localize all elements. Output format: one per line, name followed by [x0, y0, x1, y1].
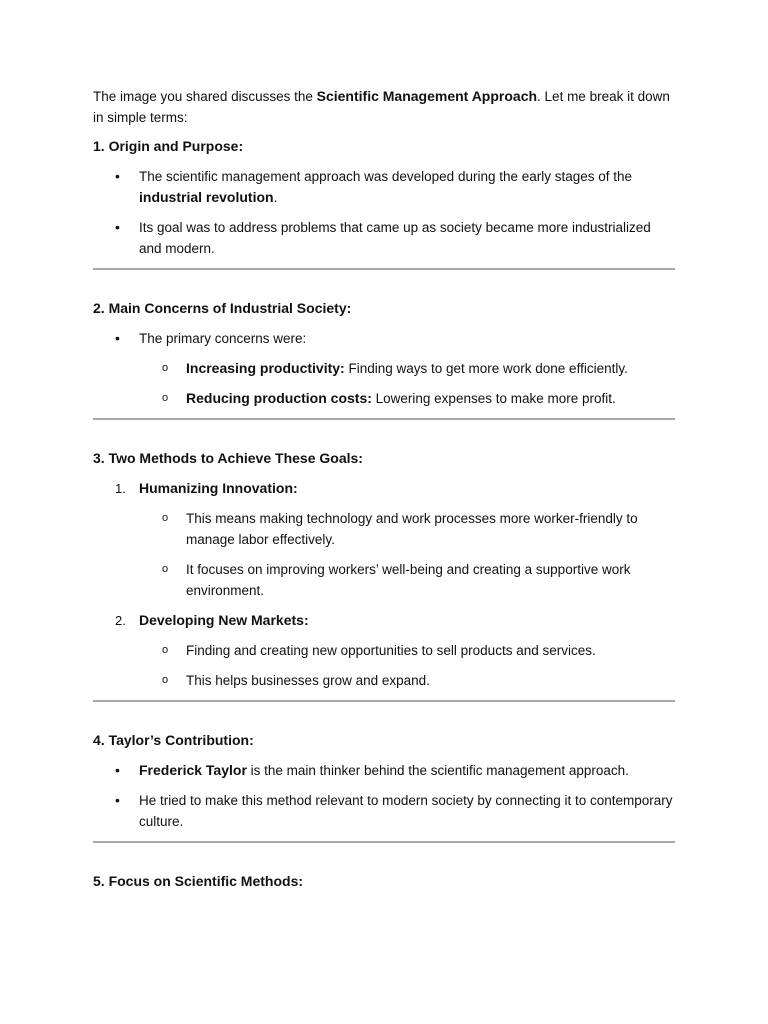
sub-bullet-marker: o — [162, 674, 169, 686]
section-3-heading: 3. Two Methods to Achieve These Goals: — [93, 450, 363, 466]
number-marker: 1. — [115, 481, 126, 496]
bullet-marker: • — [115, 762, 120, 778]
section-1-heading: 1. Origin and Purpose: — [93, 138, 244, 154]
section-4-heading: 4. Taylor’s Contribution: — [93, 732, 254, 748]
sub-list-item: o This helps businesses grow and expand. — [93, 670, 675, 691]
list-item: • The scientific management approach was developed during the early stages of the industrial revolution. — [115, 168, 633, 205]
frederick-taylor-name: Frederick Taylor — [139, 762, 247, 778]
sub-bullet-marker: o — [162, 644, 169, 656]
sub-list-item: o Finding and creating new opportunities to sell products and services. — [93, 640, 675, 661]
industrial-revolution-term: industrial revolution — [139, 189, 274, 205]
bullet-marker: • — [115, 792, 120, 808]
bullet-marker: • — [115, 219, 120, 235]
sub-bullet-marker: o — [162, 563, 169, 575]
sub-bullet-marker: o — [162, 512, 169, 524]
horizontal-rule — [93, 700, 675, 702]
section-5-heading: 5. Focus on Scientific Methods: — [93, 873, 304, 889]
list-item: • Its goal was to address problems that came up as society became more industrialized and modern. — [115, 219, 651, 256]
sub-bullet-marker: o — [162, 362, 169, 374]
horizontal-rule — [93, 418, 675, 420]
number-marker: 2. — [115, 613, 126, 628]
intro-topic: Scientific Management Approach — [316, 88, 538, 104]
list-item: • Frederick Taylor is the main thinker behind the scientific management approach. — [93, 760, 675, 781]
intro-paragraph — [93, 86, 675, 128]
bullet-marker: • — [115, 330, 120, 346]
document-page — [93, 86, 675, 901]
sub-bullet-marker: o — [162, 392, 169, 404]
list-item: • The primary concerns were: — [93, 328, 675, 349]
horizontal-rule — [93, 268, 675, 270]
horizontal-rule — [93, 841, 675, 843]
numbered-item: 1. Humanizing Innovation: — [93, 478, 675, 499]
sub-list-item: o Reducing production costs: Lowering expenses to make more profit. — [93, 388, 675, 409]
numbered-item: 2. Developing New Markets: — [93, 610, 675, 631]
intro-text-end: . Let me break it down in simple terms: — [93, 89, 670, 125]
sub-list-item: o This means making technology and work processes more worker-friendly to manage labor effectively. — [93, 508, 675, 550]
intro-text: The image you shared discusses the — [93, 89, 317, 104]
sub-list-item: o Increasing productivity: Finding ways to get more work done efficiently. — [93, 358, 675, 379]
section-2-heading: 2. Main Concerns of Industrial Society: — [93, 300, 352, 316]
list-item: • He tried to make this method relevant to modern society by connecting it to contemporary culture. — [115, 792, 673, 829]
bullet-marker: • — [115, 168, 120, 184]
sub-list-item: o It focuses on improving workers’ well-being and creating a supportive work environment. — [93, 559, 675, 601]
